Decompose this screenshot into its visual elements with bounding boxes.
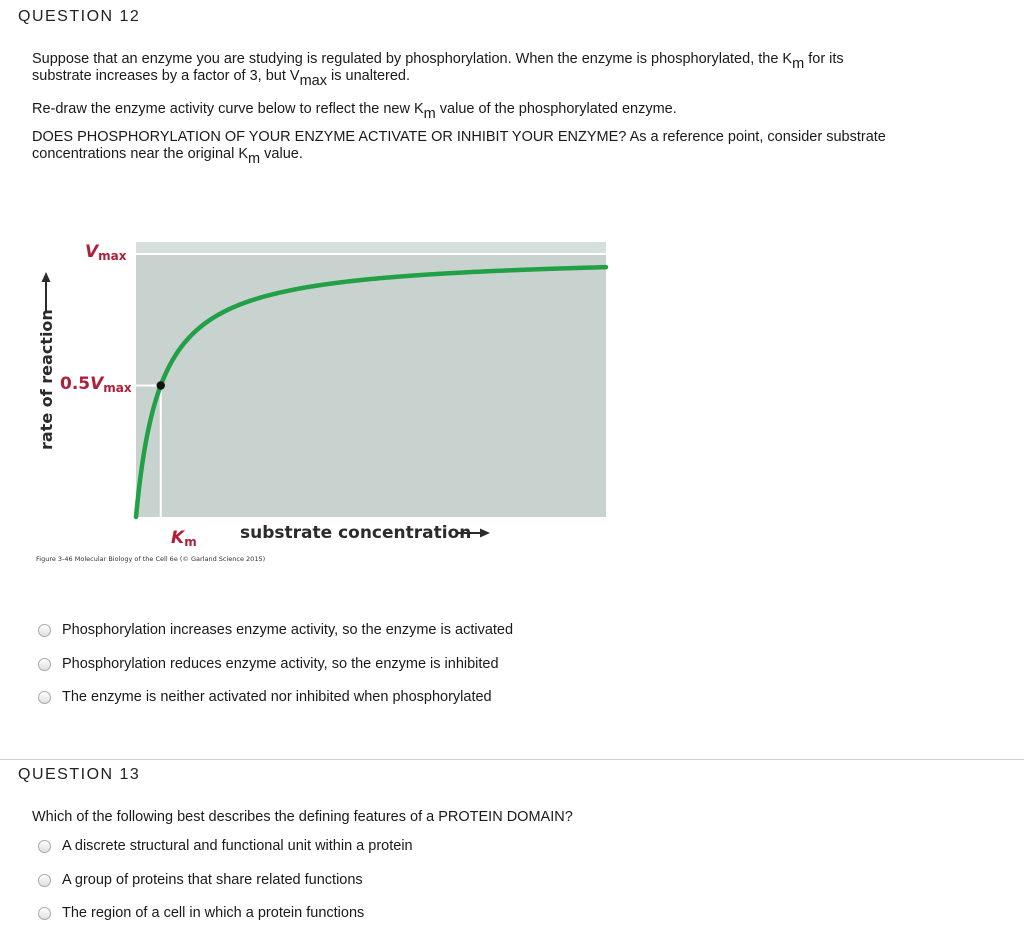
q12-paragraph-1: Suppose that an enzyme you are studying is regulated by phosphorylation. When the enzyme is phosphorylated, the $K_m$ for its substrate increases by a factor of 3, but $V_{max}$ is unaltered. (32, 51, 844, 89)
q12-option-activated[interactable] (38, 619, 514, 641)
question-12-header: QUESTION 12 (18, 8, 141, 25)
y-axis-arrow (42, 272, 51, 312)
q13-question-text: Which of the following best describes the defining features of a PROTEIN DOMAIN? (32, 809, 573, 825)
q12-paragraph-2: Re-draw the enzyme activity curve below to reflect the new $K_m$ value of the phosphorylated enzyme. (32, 101, 677, 122)
radio-button[interactable] (38, 840, 51, 853)
vmax-label: Vmax (85, 242, 127, 263)
option-label: The region of a cell in which a protein functions (62, 905, 365, 921)
option-label: A group of proteins that share related functions (62, 872, 363, 888)
radio-button[interactable] (38, 658, 51, 671)
option-label: Phosphorylation reduces enzyme activity, so the enzyme is inhibited (62, 656, 499, 672)
radio-button[interactable] (38, 691, 51, 704)
q12-option-neither[interactable] (38, 686, 492, 708)
question-13-header: QUESTION 13 (18, 766, 141, 783)
q13-option-cell-region[interactable] (38, 902, 365, 924)
y-axis-label-text: rate of reaction (37, 309, 56, 450)
km-point-marker (157, 381, 165, 389)
q12-paragraph-3: DOES PHOSPHORYLATION OF YOUR ENZYME ACTIVATE OR INHIBIT YOUR ENZYME? As a reference point, consider substrate concentrations near the original $K_m$ value. (32, 129, 886, 167)
enzyme-activity-figure (0, 230, 620, 575)
q13-option-structural-unit[interactable] (38, 835, 413, 857)
question-divider (0, 759, 1024, 760)
q13-option-protein-group[interactable] (38, 869, 363, 891)
radio-button[interactable] (38, 624, 51, 637)
figure-caption: Figure 3-46 Molecular Biology of the Cell 6e (© Garland Science 2015) (36, 555, 266, 563)
option-label: The enzyme is neither activated nor inhibited when phosphorylated (62, 689, 492, 705)
q12-option-inhibited[interactable] (38, 653, 499, 675)
km-label: Km (171, 528, 197, 549)
plot-area (136, 242, 606, 517)
option-label: Phosphorylation increases enzyme activity, so the enzyme is activated (62, 622, 514, 638)
option-label: A discrete structural and functional unit within a protein (62, 838, 413, 854)
half-vmax-label: 0.5Vmax (60, 374, 132, 395)
radio-button[interactable] (38, 907, 51, 920)
vmax-band (136, 242, 606, 254)
y-axis-label (37, 309, 56, 450)
x-axis-label: substrate concentration (240, 523, 472, 543)
radio-button[interactable] (38, 874, 51, 887)
